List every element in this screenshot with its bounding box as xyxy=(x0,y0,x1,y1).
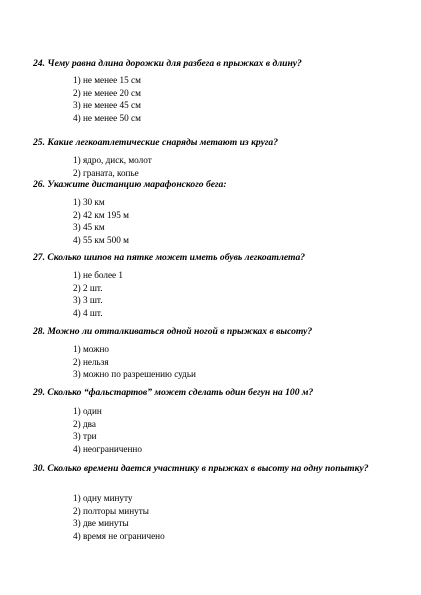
answer-option: 4) время не ограничено xyxy=(73,530,165,541)
answer-option: 3) три xyxy=(73,431,97,442)
answer-option: 1) не более 1 xyxy=(73,270,124,280)
question-title: 29. Сколько “фальстартов” может сделать один бегун на 100 м? xyxy=(33,387,314,398)
question-title: 26. Укажите дистанцию марафонского бега: xyxy=(33,179,227,190)
answer-list xyxy=(73,154,152,179)
answer-list xyxy=(73,196,129,246)
answer-list xyxy=(73,74,141,124)
question-title: 24. Чему равна длина дорожки для разбега в прыжках в длину? xyxy=(33,58,302,69)
question-28 xyxy=(33,326,393,380)
answer-option: 4) 55 км 500 м xyxy=(73,234,129,245)
answer-option: 4) не менее 50 см xyxy=(73,112,141,123)
answer-option: 4) 4 шт. xyxy=(73,307,103,318)
answer-option: 1) не менее 15 см xyxy=(73,75,141,85)
question-29 xyxy=(33,387,393,454)
answer-option: 3) 3 шт. xyxy=(73,295,103,306)
answer-option: 2) 2 шт. xyxy=(73,282,103,293)
answer-option: 1) можно xyxy=(73,344,109,354)
answer-list xyxy=(73,269,123,319)
answer-option: 2) граната, копье xyxy=(73,167,139,178)
question-title: 30. Сколько времени дается участнику в прыжках в высоту на одну попытку? xyxy=(33,463,369,474)
answer-list xyxy=(73,492,165,542)
question-title: 25. Какие легкоатлетические снаряды метают из круга? xyxy=(33,137,278,148)
answer-list xyxy=(73,343,196,381)
answer-option: 3) две минуты xyxy=(73,518,129,529)
question-title: 27. Сколько шипов на пятке может иметь обувь легкоатлета? xyxy=(33,252,306,263)
answer-option: 2) 42 км 195 м xyxy=(73,209,129,220)
answer-option: 1) один xyxy=(73,406,102,416)
question-title: 28. Можно ли отталкиваться одной ногой в прыжках в высоту? xyxy=(33,326,313,337)
question-27 xyxy=(33,252,393,318)
answer-option: 1) одну минуту xyxy=(73,493,133,503)
answer-option: 2) два xyxy=(73,418,96,429)
question-26 xyxy=(33,179,393,245)
answer-option: 3) не менее 45 см xyxy=(73,100,141,111)
answer-option: 2) нельзя xyxy=(73,356,109,367)
question-24 xyxy=(33,58,393,123)
answer-list xyxy=(73,405,142,455)
answer-option: 3) можно по разрешению судьи xyxy=(73,369,196,380)
question-25 xyxy=(33,137,393,178)
answer-option: 2) полторы минуты xyxy=(73,505,149,516)
answer-option: 1) 30 км xyxy=(73,197,105,207)
answer-option: 4) неограниченно xyxy=(73,443,142,454)
answer-option: 1) ядро, диск, молот xyxy=(73,155,152,165)
question-30 xyxy=(33,463,393,541)
answer-option: 3) 45 км xyxy=(73,222,105,233)
answer-option: 2) не менее 20 см xyxy=(73,87,141,98)
